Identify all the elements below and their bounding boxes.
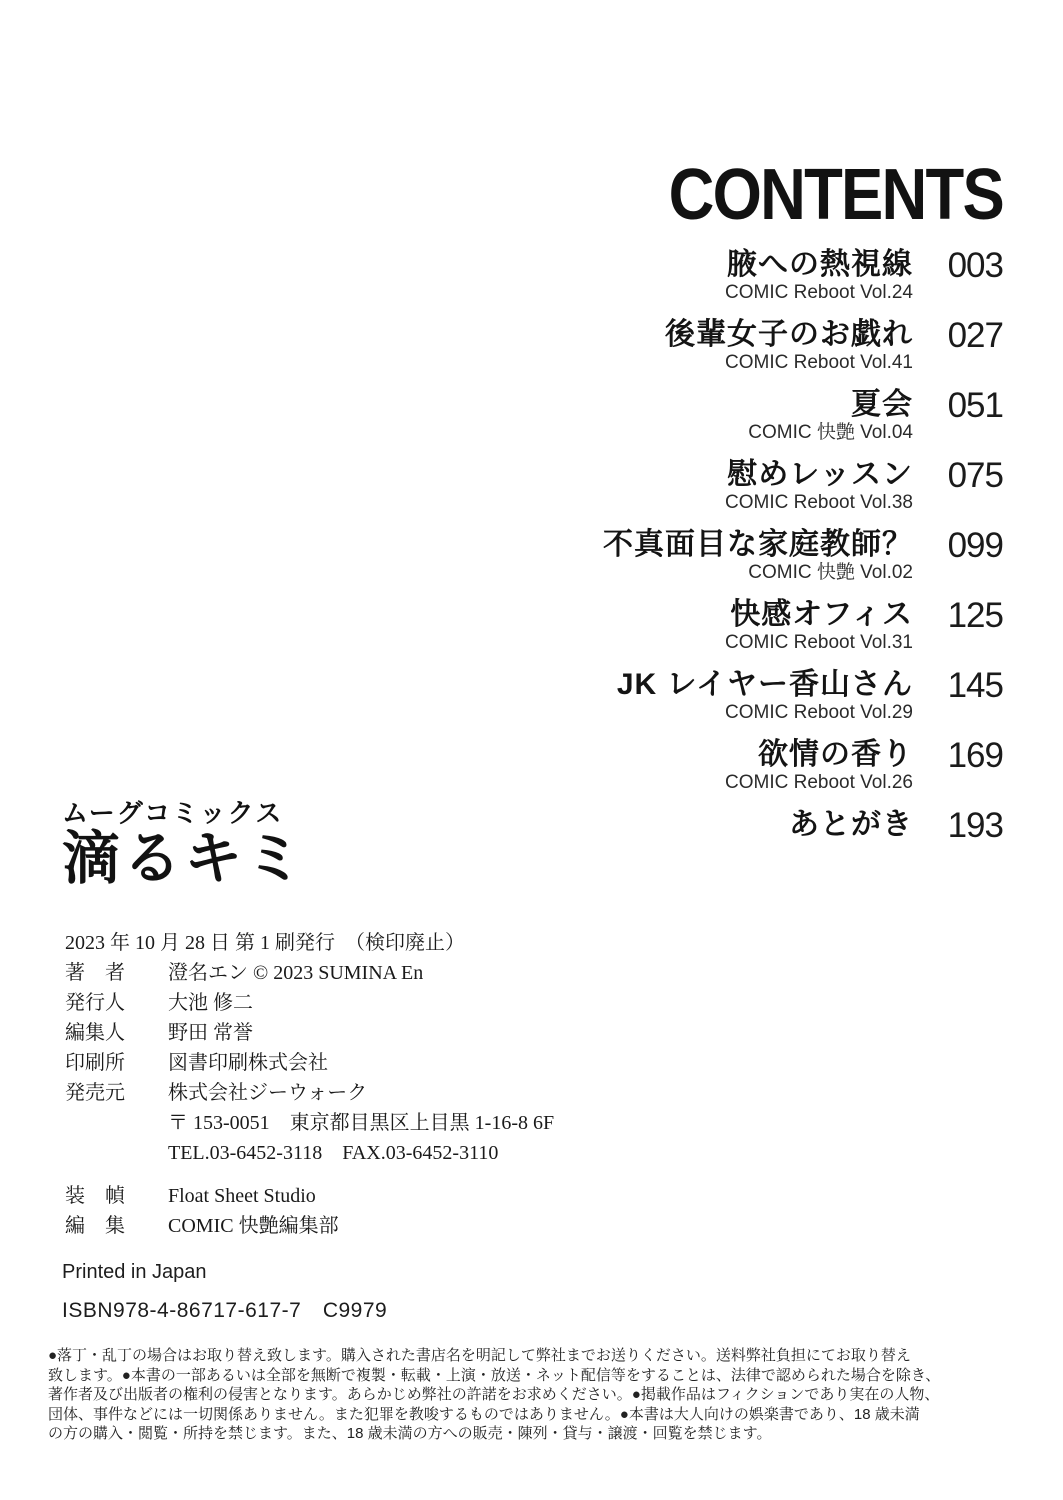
toc-entry-main: [725, 738, 913, 793]
toc-entry: [603, 528, 1003, 583]
colophon-row-value: Float Sheet Studio: [168, 1185, 316, 1207]
toc-entry-source: COMIC Reboot Vol.38: [725, 492, 913, 513]
printed-in-japan: Printed in Japan: [62, 1261, 207, 1283]
colophon-row-label: 印刷所: [65, 1052, 125, 1074]
contents-block: [603, 155, 1003, 859]
toc-entry-title: 慰めレッスン: [727, 458, 913, 491]
colophon-row-value: 株式会社ジーウォーク: [168, 1082, 368, 1104]
toc-entry: [603, 248, 1003, 303]
colophon-row-label: 編 集: [65, 1215, 125, 1237]
toc-entry-title: 快感オフィス: [730, 598, 913, 631]
colophon-row-label: [65, 1138, 168, 1168]
toc-entry-source: COMIC Reboot Vol.29: [725, 702, 913, 723]
toc-entry-main: [725, 248, 913, 303]
toc-entry-page-number: 145: [947, 666, 1003, 705]
toc-entry: [603, 738, 1003, 793]
toc-entry-main: [725, 458, 913, 513]
toc-entry-source: COMIC Reboot Vol.41: [725, 352, 913, 373]
colophon-row: [65, 1138, 554, 1168]
toc-entry: [603, 318, 1003, 373]
toc-entry-page-number: 027: [947, 316, 1003, 355]
colophon-row-value: TEL.03-6452-3118 FAX.03-6452-3110: [168, 1142, 499, 1164]
colophon-row-label: [65, 1108, 168, 1138]
toc-entry-page-number: 003: [947, 246, 1003, 285]
colophon-row: [65, 1211, 554, 1241]
colophon-row: [65, 1108, 554, 1138]
toc-entry-page-number: 099: [947, 526, 1003, 565]
toc-entry-main: [748, 388, 913, 443]
colophon-row-value: COMIC 快艶編集部: [168, 1215, 339, 1237]
colophon-row-value: 野田 常誉: [168, 1022, 253, 1044]
fineprint-line: 著作者及び出版者の権利の侵害となります。あらかじめ弊社の許諾をお求めください。●掲載作品はフィクションであり実在の人物、: [48, 1386, 940, 1403]
colophon-row-label: 編集人: [65, 1022, 125, 1044]
toc-entry: [603, 458, 1003, 513]
colophon-date-line: 2023 年 10 月 28 日 第 1 刷発行 （検印廃止）: [65, 932, 465, 954]
toc-entry-main: [725, 598, 913, 653]
colophon-row-value: 大池 修二: [168, 992, 253, 1014]
toc-entry-title: 夏会: [851, 388, 913, 421]
toc-entry-main: [789, 808, 913, 842]
book-title: 滴るキミ: [62, 826, 307, 891]
contents-heading: CONTENTS: [668, 155, 1003, 235]
toc-entry: [603, 808, 1003, 844]
isbn-code: ISBN978-4-86717-617-7 C9979: [62, 1299, 388, 1322]
toc-entry-title: 欲情の香り: [758, 738, 913, 771]
colophon-row-label: 発売元: [65, 1082, 125, 1104]
toc-entry-title: 不真面目な家庭教師？: [603, 528, 913, 561]
fineprint-line: 致します。●本書の一部あるいは全部を無断で複製・転載・上演・放送・ネット配信等をすることは、法律で認められた場合を除き、: [48, 1366, 941, 1384]
legal-fineprint: [48, 1346, 940, 1444]
colophon-row: [65, 988, 554, 1018]
toc-entry-title: 腋への熱視線: [727, 248, 913, 281]
toc-entry-main: [665, 318, 913, 373]
book-title-block: [62, 798, 306, 890]
colophon-row-label: 発行人: [65, 992, 125, 1014]
fineprint-line: の方の購入・閲覧・所持を禁じます。また、18 歳未満の方への販売・陳列・貸与・譲渡・回覧を禁じます。: [48, 1425, 772, 1442]
toc-entry-title: あとがき: [789, 808, 913, 841]
toc-entry-source: COMIC 快艶 Vol.04: [748, 422, 913, 443]
colophon-row-value: 〒 153-0051 東京都目黒区上目黒 1-16-8 6F: [168, 1112, 555, 1134]
toc-entry-main: [603, 528, 913, 583]
toc-entry-source: COMIC Reboot Vol.24: [725, 282, 913, 303]
colophon-row-label: 装 幀: [65, 1185, 125, 1207]
toc-entry-page-number: 075: [947, 456, 1003, 495]
colophon-row: [65, 958, 554, 988]
print-isbn-block: [62, 1260, 387, 1323]
toc-entry-page-number: 169: [947, 736, 1003, 775]
toc-entry: [603, 388, 1003, 443]
toc-entry-source: COMIC 快艶 Vol.02: [748, 562, 913, 583]
toc-entry-title: JK レイヤー香山さん: [616, 668, 913, 701]
colophon-row-value: 澄名エン © 2023 SUMINA En: [168, 962, 424, 984]
toc-entry-main: [617, 668, 913, 723]
colophon-row: [65, 1018, 554, 1048]
toc-entry: [603, 598, 1003, 653]
fineprint-line: 団体、事件などには一切関係ありません。また犯罪を教唆するものではありません。●本書は大人向けの娯楽書であり、18 歳未満: [48, 1405, 920, 1423]
colophon-row: [65, 1078, 554, 1108]
toc-entry-title: 後輩女子のお戯れ: [665, 318, 913, 351]
colophon-row-label: 著 者: [65, 962, 125, 984]
colophon-row: [65, 1048, 554, 1078]
colophon-block: [65, 928, 554, 1241]
fineprint-line: ●落丁・乱丁の場合はお取り替え致します。購入された書店名を明記して弊社までお送りください。送料弊社負担にてお取り替え: [48, 1347, 911, 1364]
colophon-row-value: 図書印刷株式会社: [168, 1052, 328, 1074]
toc-entry: [603, 668, 1003, 723]
toc-entry-page-number: 051: [947, 386, 1003, 425]
toc-entry-page-number: 193: [947, 806, 1003, 845]
book-imprint-label: ムーグコミックス: [62, 798, 284, 828]
colophon-row: [65, 1181, 554, 1211]
toc-entry-page-number: 125: [947, 596, 1003, 635]
toc-entry-source: COMIC Reboot Vol.31: [725, 632, 913, 653]
toc-entry-source: COMIC Reboot Vol.26: [725, 772, 913, 793]
